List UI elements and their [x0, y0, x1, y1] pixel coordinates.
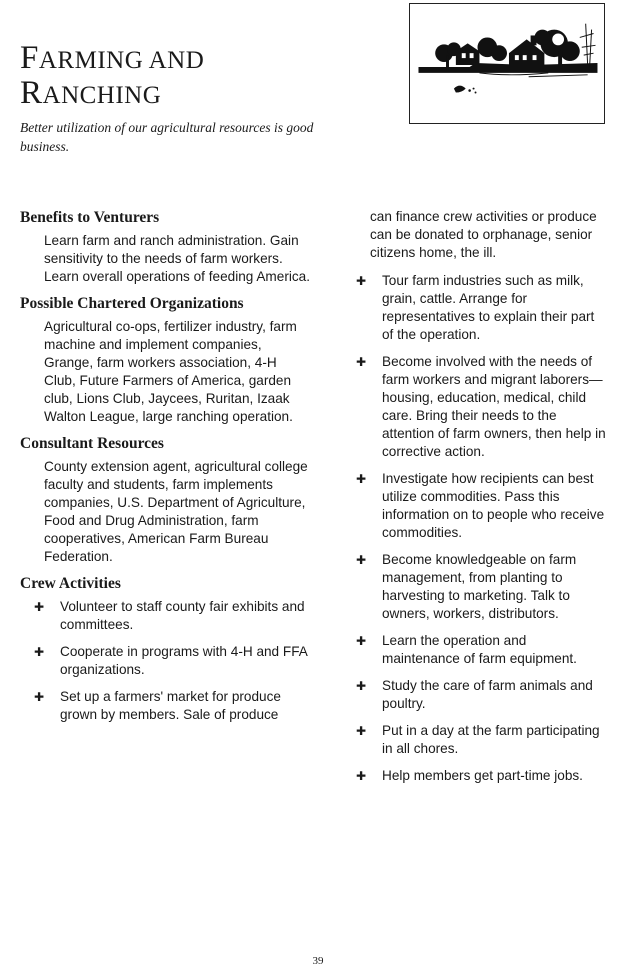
list-item — [356, 767, 606, 785]
consultants-heading: Consultant Resources — [20, 435, 164, 452]
cross-icon: ✚ — [356, 634, 367, 648]
cross-icon: ✚ — [356, 724, 367, 738]
list-item — [356, 632, 606, 668]
cross-icon: ✚ — [356, 472, 367, 486]
list-item — [356, 470, 606, 542]
consultants-text: County extension agent, agricultural college faculty and students, farm implements companies, U.S. Department of Agriculture, Food and Drug Administration, farm cooperatives, American Farm Bureau Federation. — [44, 459, 308, 564]
benefits-heading: Benefits to Venturers — [20, 209, 160, 226]
cross-icon: ✚ — [34, 690, 45, 704]
crew-heading: Crew Activities — [20, 575, 121, 592]
benefits-text: Learn farm and ranch administration. Gain sensitivity to the needs of farm workers. Learn overall operations of feeding America. — [44, 233, 310, 284]
farm-scene-image — [410, 4, 604, 123]
title-line-1 — [20, 42, 204, 77]
cross-icon: ✚ — [356, 769, 367, 783]
list-item — [34, 688, 310, 724]
list-item — [356, 551, 606, 623]
tagline: Better utilization of our agricultural resources is good business. — [20, 120, 314, 154]
list-item-text: Investigate how recipients can best utilize commodities. Pass this information on to people who receive commodities. — [382, 471, 605, 540]
farm-illustration — [409, 3, 605, 124]
list-item — [356, 722, 606, 758]
list-item-text: Become knowledgeable on farm management, from planting to harvesting to marketing. Talk to owners, workers, distributors. — [382, 552, 577, 621]
list-item-text: Cooperate in programs with 4-H and FFA organizations. — [60, 644, 308, 677]
list-item-text: Volunteer to staff county fair exhibits and committees. — [60, 599, 305, 632]
cross-icon: ✚ — [34, 645, 45, 659]
organizations-text: Agricultural co-ops, fertilizer industry, farm machine and implement companies, Grange, farm workers association, 4-H Club, Future Farmers of America, garden club, Lions Club, Jaycees, Ruritan, Izaak Walton League, large ranching operation. — [44, 319, 297, 424]
cross-icon: ✚ — [356, 274, 367, 288]
continued-text: can finance crew activities or produce can be donated to orphanage, senior citizens home, the ill. — [370, 209, 597, 260]
cross-icon: ✚ — [356, 679, 367, 693]
list-item-text: Help members get part-time jobs. — [382, 768, 583, 783]
title-rest-1: ARMING AND — [38, 47, 205, 74]
title-initial-2: R — [20, 75, 43, 111]
page-title — [20, 42, 204, 112]
organizations-heading: Possible Chartered Organizations — [20, 295, 244, 312]
list-item — [356, 272, 606, 344]
list-item-text: Learn the operation and maintenance of farm equipment. — [382, 633, 577, 666]
list-item — [356, 677, 606, 713]
list-item — [34, 643, 310, 679]
title-line-2 — [20, 77, 204, 112]
list-item-text: Put in a day at the farm participating in all chores. — [382, 723, 600, 756]
right-column — [344, 208, 606, 794]
list-item-text: Study the care of farm animals and poultry. — [382, 678, 593, 711]
crew-activities-list-right — [344, 272, 606, 785]
left-column — [20, 208, 310, 733]
crew-activities-list-left — [20, 598, 310, 724]
list-item-text: Set up a farmers' market for produce grown by members. Sale of produce — [60, 689, 281, 722]
cross-icon: ✚ — [356, 355, 367, 369]
title-rest-2: ANCHING — [42, 82, 162, 109]
title-initial-1: F — [20, 40, 39, 76]
list-item-text: Tour farm industries such as milk, grain, cattle. Arrange for representatives to explain their part of the operation. — [382, 273, 595, 342]
cross-icon: ✚ — [356, 553, 367, 567]
cross-icon: ✚ — [34, 600, 45, 614]
list-item-text: Become involved with the needs of farm workers and migrant laborers—housing, education, medical, child care. Bring their needs to the attention of farm owners, then help in corrective action. — [382, 354, 606, 459]
list-item — [356, 353, 606, 461]
page-number: 39 — [312, 955, 324, 967]
list-item — [34, 598, 310, 634]
